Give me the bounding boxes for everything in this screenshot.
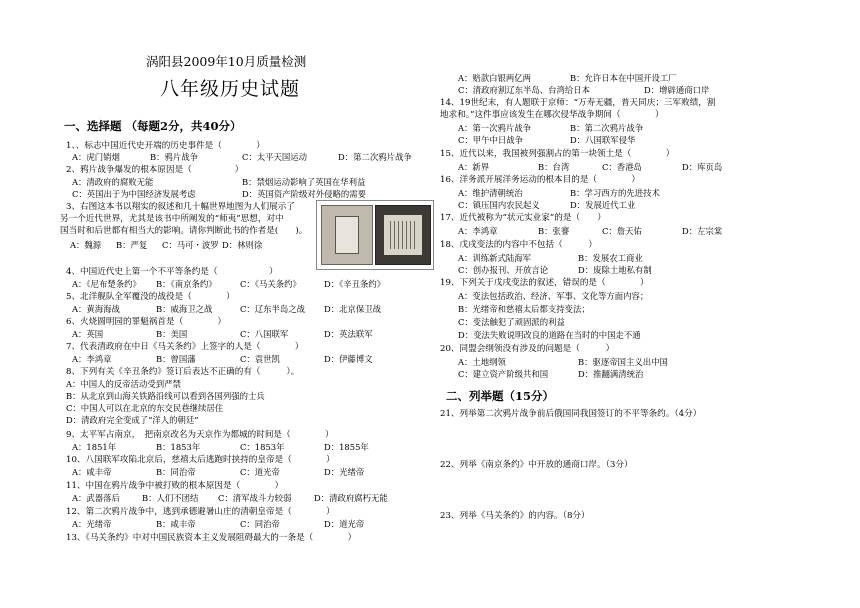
question-8: 8、下列有关《辛丑条约》签订后表达不正确的有（ ）。 xyxy=(66,367,300,377)
option: B：鸦片战争 xyxy=(150,152,199,162)
option: D：第二次鸦片战争 xyxy=(338,152,412,162)
section-heading-list: 二、列举题（15分） xyxy=(446,389,555,403)
book-page-image xyxy=(375,205,431,265)
option: C：香港岛 xyxy=(602,162,642,172)
option: B：从北京到山海关铁路沿线可以看到各国列强的士兵 xyxy=(66,391,265,401)
question-6-options xyxy=(72,329,373,340)
question-12-options xyxy=(72,519,364,530)
question-16: 16、洋务派开展洋务运动的根本目的是（ ） xyxy=(440,175,640,185)
option: B：第二次鸦片战争 xyxy=(570,123,644,133)
option: A：清政府的腐败无能 xyxy=(72,177,154,187)
question-16-options xyxy=(458,200,635,211)
option: C：清军战斗力较弱 xyxy=(218,493,292,503)
option: C：八国联军 xyxy=(240,329,289,339)
section-heading-choice: 一、选择题 （每题2分，共40分） xyxy=(64,119,242,133)
question-23: 23、列举《马关条约》的内容。（8分） xyxy=(440,511,590,521)
option: A：《尼布楚条约》 xyxy=(72,279,141,289)
question-14-options xyxy=(458,135,635,146)
option: A：土地纲领 xyxy=(458,357,506,367)
question-19: 19、下列关于戊戌变法的叙述，错误的是（ ） xyxy=(440,278,649,288)
option: A：维护清朝统治 xyxy=(458,188,523,198)
option: D：增辟通商口岸 xyxy=(644,85,710,95)
option: A：1851年 xyxy=(72,442,117,452)
option: D：伊藤博文 xyxy=(324,354,373,364)
question-7: 7、代表清政府在中日《马关条约》上签字的人是（ ） xyxy=(66,342,304,352)
option: C：詹天佑 xyxy=(602,226,642,236)
option: B：学习西方的先进技术 xyxy=(570,188,660,198)
option: A：第一次鸦片战争 xyxy=(458,123,532,133)
option: A：黄海海战 xyxy=(72,304,120,314)
question-3: 3、右图这本书以翔实的叙述和几十幅世界地图为人们展示了 xyxy=(66,202,295,212)
book-cover-image xyxy=(321,205,373,265)
option: A：李鸿章 xyxy=(458,226,498,236)
option: B：光绪帝和慈禧太后都支持变法； xyxy=(458,304,590,314)
option: B：张謇 xyxy=(538,226,570,236)
option: D：清政府完全变成了“洋人的朝廷” xyxy=(66,415,199,425)
option: C：道光帝 xyxy=(240,467,280,477)
question-10-options xyxy=(72,467,364,478)
option: D：道光帝 xyxy=(324,519,365,529)
option: C：1853年 xyxy=(240,442,285,452)
option: D：英国资产阶级对外侵略的需要 xyxy=(242,189,366,199)
question-15-options xyxy=(458,162,722,173)
option: D：清政府腐朽无能 xyxy=(314,493,388,503)
option: B：《南京条约》 xyxy=(156,279,217,289)
question-20-options xyxy=(458,357,668,368)
option: D：《辛丑条约》 xyxy=(324,279,386,289)
option: D：左宗棠 xyxy=(682,226,723,236)
option: D：八国联军侵华 xyxy=(570,135,636,145)
option: B：发展农工商业 xyxy=(578,253,643,263)
question-6: 6、火烧圆明园的罪魁祸首是（ ） xyxy=(66,317,227,327)
book-illustration-icon xyxy=(316,200,434,270)
option: C：辽东半岛之战 xyxy=(240,304,306,314)
option: C：甲午中日战争 xyxy=(458,135,524,145)
question-15: 15、近代以来，我国被列强割占的第一块领土是（ ） xyxy=(440,149,675,159)
question-17: 17、近代被称为“状元实业家”的是（ ） xyxy=(440,213,606,223)
exam-title: 八年级历史试题 xyxy=(160,78,301,100)
question-18-options xyxy=(458,265,652,276)
option: A：李鸿章 xyxy=(72,354,112,364)
option: D：光绪帝 xyxy=(324,467,365,477)
option: C：变法触犯了顽固派的利益 xyxy=(458,317,565,327)
question-3-options xyxy=(70,240,262,251)
option: B：美国 xyxy=(156,329,188,339)
option: C：创办报刊、开放言论 xyxy=(458,265,549,275)
question-2: 2、鸦片战争爆发的根本原因是（ ） xyxy=(66,165,244,175)
question-13: 13、《马关条约》中对中国民族资本主义发展阻碍最大的一条是（ ） xyxy=(66,533,357,543)
option: C：中国人可以在北京的东交民巷继续居住 xyxy=(66,403,224,413)
option: B：1853年 xyxy=(156,442,201,452)
question-13-options xyxy=(458,73,677,84)
question-4: 4、中国近代史上第一个不平等条约是（ ） xyxy=(66,267,278,277)
question-10: 10、八国联军攻陷北京后，慈禧太后逃跑时挟持的皇帝是（ ） xyxy=(66,455,335,465)
option: B：禁烟运动影响了英国在华利益 xyxy=(242,177,366,187)
option: D：发展近代工业 xyxy=(570,200,636,210)
option: A：新界 xyxy=(458,162,490,172)
question-9: 9、太平军占南京， 把南京改名为天京作为都城的时间是（ ） xyxy=(66,430,334,440)
option: B：曾国藩 xyxy=(156,354,196,364)
option: D：库页岛 xyxy=(682,162,723,172)
option: A：光绪帝 xyxy=(72,519,112,529)
option: C：太平天国运动 xyxy=(242,152,308,162)
option: B：同治帝 xyxy=(156,467,196,477)
question-3-line: 国当时和后世都有相当大的影响。请你判断此书的作者是( )。 xyxy=(60,226,308,236)
option: A：魏源 xyxy=(70,240,102,250)
question-5-options xyxy=(72,304,381,315)
option: C：《马关条约》 xyxy=(240,279,301,289)
question-22: 22、列举《南京条约》中开放的通商口岸。（3分） xyxy=(440,460,633,470)
option: C：清政府割辽东半岛、台湾给日本 xyxy=(458,85,591,95)
question-1: 1、、标志中国近代史开端的历史事件是（ ） xyxy=(66,141,265,151)
option: C：镇压国内农民起义 xyxy=(458,200,540,210)
option: D：1855年 xyxy=(324,442,369,452)
option: B：台湾 xyxy=(538,162,570,172)
option: B：威海卫之战 xyxy=(156,304,213,314)
question-4-options xyxy=(72,279,385,290)
question-7-options xyxy=(72,354,373,365)
question-16-options xyxy=(458,188,660,199)
option: A：训练新式陆海军 xyxy=(458,253,532,263)
question-11-options xyxy=(72,493,388,504)
question-3-line: 另一个近代世界，尤其是该书中所阐发的“师夷”思想，对中 xyxy=(60,214,284,224)
option: D：英法联军 xyxy=(324,329,373,339)
question-2-options xyxy=(72,189,366,200)
option: D：变法失败说明改良的道路在当时的中国走不通 xyxy=(458,330,641,340)
question-17-options xyxy=(458,226,722,237)
option: B：咸丰帝 xyxy=(156,519,196,529)
question-14: 14、19世纪末，有人题联于京师：“万寿无疆，普天同庆；三军败绩，割 xyxy=(440,98,716,108)
option: D：北京保卫战 xyxy=(324,304,381,314)
option: B：严复 xyxy=(116,240,148,250)
question-20: 20、同盟会纲领没有涉及的问题是（ ） xyxy=(440,344,615,354)
option: A：中国人的反帝活动受到严禁 xyxy=(66,379,181,389)
option: B：允许日本在中国开设工厂 xyxy=(570,73,677,83)
question-21: 21、列举第二次鸦片战争前后俄国同我国签订的不平等条约。（4分） xyxy=(440,409,702,419)
option: C：建立资产阶级共和国 xyxy=(458,369,549,379)
option: B：驱逐帝国主义出中国 xyxy=(578,357,668,367)
exam-header: 涡阳县2009年10月质量检测 xyxy=(146,54,307,69)
option: D：废除土地私有制 xyxy=(578,265,652,275)
question-18-options xyxy=(458,253,643,264)
question-13-options xyxy=(458,85,709,96)
option: D：推翻满清统治 xyxy=(578,369,644,379)
option: A：咸丰帝 xyxy=(72,467,112,477)
question-18: 18、戊戌变法的内容中不包括（ ） xyxy=(440,240,598,250)
question-1-options xyxy=(72,152,412,163)
question-5: 5、北洋舰队全军覆没的战役是（ ） xyxy=(66,292,235,302)
question-2-options xyxy=(72,177,365,188)
option: A：虎门销烟 xyxy=(72,152,120,162)
option: A：英国 xyxy=(72,329,104,339)
question-12: 12、第二次鸦片战争中，逃到承德避暑山庄的清朝皇帝是（ ） xyxy=(66,507,335,517)
question-20-options xyxy=(458,369,643,380)
question-9-options xyxy=(72,442,369,453)
option: A：武器落后 xyxy=(72,493,120,503)
question-11: 11、中国在鸦片战争中被打败的根本原因是（ ） xyxy=(66,481,284,491)
option: A：变法包括政治、经济、军事、文化等方面内容； xyxy=(458,291,649,301)
option: C：袁世凯 xyxy=(240,354,280,364)
option: C：同治帝 xyxy=(240,519,280,529)
question-14-line: 地求和。”这件事应该发生在哪次侵华战争期间（ ） xyxy=(440,110,664,120)
question-14-options xyxy=(458,123,643,134)
option: A：赔款白银两亿两 xyxy=(458,73,532,83)
option: D：林则徐 xyxy=(222,240,263,250)
option: C：英国出于为中国经济发展考虑 xyxy=(72,189,196,199)
option: C：马可・波罗 xyxy=(162,240,219,250)
option: B：人们不团结 xyxy=(142,493,199,503)
